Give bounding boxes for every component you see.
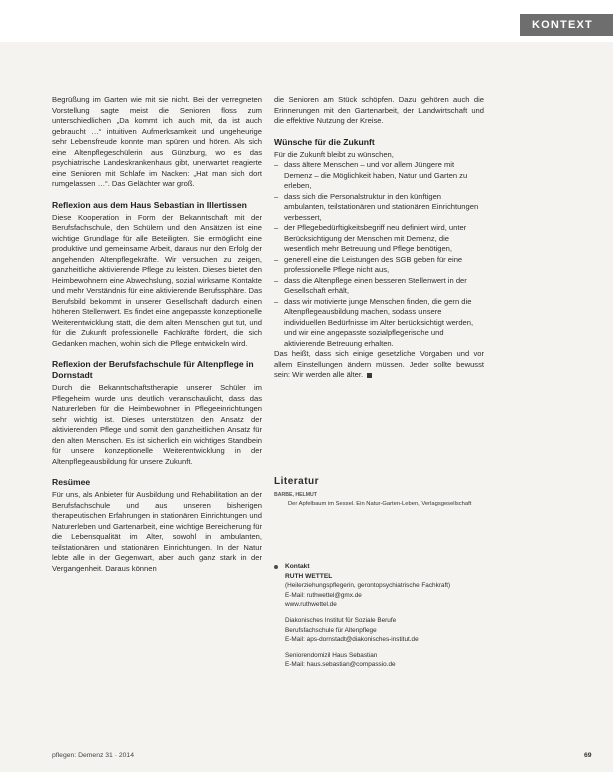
- right-column: [274, 95, 484, 381]
- contact-label: Kontakt: [285, 563, 310, 570]
- wish-item: – der Pflegebedürftigkeitsbegriff neu definiert wird, unter Berücksichtigung der Menschen mit Demenz, die wesentlich mehr Betreuung und Pflege benötigen,: [274, 223, 467, 253]
- literature-author: BARBE, HELMUT: [274, 492, 317, 498]
- page-number: 69: [584, 752, 592, 759]
- contact-email-3[interactable]: E-Mail: haus.sebastian@compassio.de: [285, 661, 396, 669]
- literature-title: Der Apfelbaum im Sessel. Ein Natur-Garten-Leben, Verlagsgesellschaft: [288, 501, 472, 507]
- contact-email-1[interactable]: E-Mail: ruthwettel@gmx.de: [285, 591, 362, 599]
- contact-role: (Heilerziehungspflegerin, gerontopsychiatrische Fachkraft): [285, 582, 451, 590]
- contact-org-2b: Berufsfachschule für Altenpflege: [285, 626, 377, 634]
- right-intro: die Senioren am Stück schöpfen. Dazu gehören auch die Erinnerungen mit den Gartenarbeit, der Landwirtschaft und die effektive Nutzung der Kreise.: [274, 95, 484, 125]
- paragraph-dornstadt: Durch die Bekanntschaftstherapie unserer Schüler im Pflegeheim wurde uns deutlich veranschaulicht, dass das Naturerleben für die Heimbewohner in Pflegeeinrichtungen sehr wichtig ist. Dieses unterstützen den Ansatz der aktivierenden Pflege und somit den ganzheitlichen Ansatz für den alten Menschen. Es ist sicherlich ein wichtiges Standbein für unsere konzeptionelle Weiterentwicklung in der Altenpflegeausbildung für unsere Zukunft.: [52, 383, 262, 466]
- end-mark: [367, 373, 372, 378]
- contact-box: [274, 562, 574, 670]
- paragraph-resuemee: Für uns, als Anbieter für Ausbildung und Rehabilitation an der Berufsfachschule und aus unseren bisherigen therapeutischen Erfahrungen in stationären Einrichtungen und Naturerleben und Gartenarbeit, eine wichtige Bereicherung für die Lebensqualität im Alter, sowohl in ambulanten, teilstationären und stationären Einrichtungen. In der Natur lebte alle in der Gegenwart, aber auch ganz stark in der Vergangenheit. Daraus können: [52, 490, 262, 573]
- contact-website[interactable]: www.ruthwettel.de: [285, 601, 337, 609]
- heading-illertissen: Reflexion aus dem Haus Sebastian in Illertissen: [52, 199, 247, 210]
- bullet-dot-icon: [274, 565, 278, 569]
- wishes-lead: Für die Zukunft bleibt zu wünschen,: [274, 149, 394, 159]
- contact-email-2[interactable]: E-Mail: aps-dornstadt@diakonisches-institut.de: [285, 636, 419, 644]
- wish-item: – dass wir motivierte junge Menschen finden, die gern die Altenpflegeausbildung machen, sodass unsere individuellen Bedürfnisse im Alter berücksichtigt werden, und wir eine angepasste sozialpflegerische und aktivierende Betreuung erhalten.: [274, 296, 474, 348]
- wish-item: – generell eine die Leistungen des SGB geben für eine professionelle Pflege nicht aus,: [274, 254, 463, 274]
- section-tab: KONTEXT: [520, 14, 613, 36]
- contact-org-3: Seniorendomizil Haus Sebastian: [285, 651, 378, 659]
- wish-item: – dass die Altenpflege einen besseren Stellenwert in der Gesellschaft erhält,: [274, 275, 467, 295]
- literature-heading: Literatur: [274, 476, 320, 487]
- heading-dornstadt: Reflexion der Berufsfachschule für Altenpflege in Dornstadt: [52, 359, 254, 380]
- heading-wuensche: Wünsche für die Zukunft: [274, 136, 375, 147]
- left-intro: Begrüßung im Garten wie mit sie nicht. Bei der verregneten Vorstellung sagte meist die Senioren floss zum unterschiedlichen „Da kommt ich auch mit, da ist auch gebraucht …“ intuitiven Aufmerksamkeit und ungeheurige sehr Lebensfreude konnte man spüren und hören. Als sich eine Altenpflegeschülerin aus Günzburg, wo es das psychiatrische Landeskrankenhaus gibt, unerwartet reagierte eine Senioren mit Schlafe im Nacken: „Hat man sich dort rumgelassen …“. Das Gelächter war groß.: [52, 95, 262, 188]
- wish-item: – dass ältere Menschen – und vor allem Jüngere mit Demenz – die Möglichkeit haben, Natur und Garten zu erleben,: [274, 160, 468, 190]
- top-bar: [0, 0, 613, 42]
- heading-resuemee: Resümee: [52, 477, 91, 487]
- right-outro: [274, 349, 484, 381]
- wish-item: – dass sich die Personalstruktur in den künftigen ambulanten, teilstationären und stationären Einrichtungen verbessert,: [274, 191, 479, 222]
- paragraph-illertissen: Diese Kooperation in Form der Bekanntschaft mit der Berufsfachschule, den Schülern und den Ansätzen ist eine wichtige Grundlage für alle Beteiligten. Sie ermöglicht eine produktive und gemeinsame Arbeit, daraus nur den Erfolg der angehenden Altenpflegekräfte. Wir versuchen zu zeigen, ganzheitliche aktivierende Pflege zu leisten. Dieses bietet den Heimbewohnern eine Abwechslung, sozial wirksame Kontakte und mehr Verständnis für eine aktivierende Berufssphäre. Das Berufsbild bekommt in unserer Gesellschaft dadurch einen höheren Stellenwert. Es findet eine angepasste konzeptionelle Weiterentwicklung statt, die dem alten Menschen gut tut, und für die Zukunft professionelle Fachkräfte fördert, die sich Gedanken machen, wohin sich die Pflege entwickeln wird.: [52, 212, 262, 348]
- contact-org-2: Diakonisches Institut für Soziale Berufe: [285, 616, 397, 624]
- left-column: [52, 95, 262, 574]
- footer-journal: pflegen: Demenz 31 · 2014: [52, 752, 134, 759]
- outro-text: Das heißt, dass sich einige gesetzliche Vorgaben und vor allem Einstellungen ändern müssen. Jeder sollte bewusst sein: Wir werden alle älter.: [274, 349, 484, 379]
- contact-name: RUTH WETTEL: [285, 572, 333, 580]
